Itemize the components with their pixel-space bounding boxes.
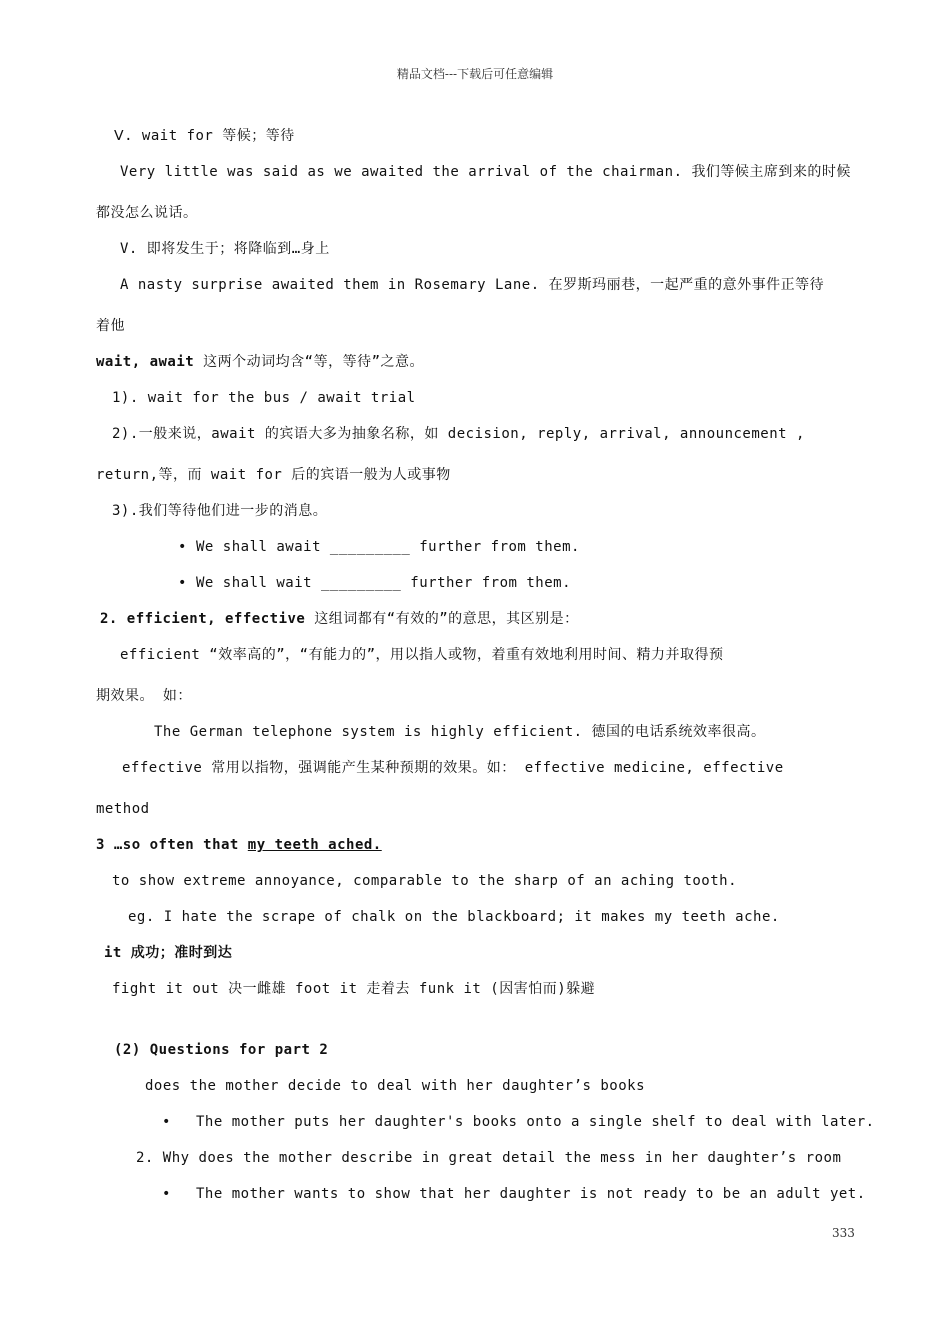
wait-exercise-text: We shall wait _________ further from them. <box>196 575 572 591</box>
line-efficient-effective-heading <box>100 609 579 629</box>
bullet-await-exercise <box>178 537 580 557</box>
line-point-1: 1). wait for the bus / await trial <box>112 390 416 406</box>
answer-2-text: The mother wants to show that her daughter is not ready to be an adult yet. <box>196 1186 866 1202</box>
bullet-icon: • <box>162 1114 171 1130</box>
wait-await-desc: 这两个动词均含“等，等待”之意。 <box>194 354 425 370</box>
bullet-icon: • <box>162 1186 171 1202</box>
bullet-icon: • <box>178 539 187 555</box>
line-question-2: 2. Why does the mother describe in great detail the mess in her daughter’s room <box>136 1150 842 1166</box>
line-point-3: 3).我们等待他们进一步的消息。 <box>112 503 328 519</box>
teeth-ached-phrase: my teeth ached. <box>247 837 382 853</box>
line-wait-await-heading <box>96 352 424 372</box>
line-example-chairman: Very little was said as we awaited the arrival of the chairman. 我们等候主席到来的时候 <box>120 164 851 180</box>
line-example-rosemary-cont: 着他 <box>96 318 125 334</box>
page-number: 333 <box>832 1226 855 1240</box>
line-teeth-ached-example: eg. I hate the scrape of chalk on the blackboard; it makes my teeth ache. <box>128 909 780 925</box>
line-make-it: it 成功；准时到达 <box>104 945 233 961</box>
line-teeth-ached-def: to show extreme annoyance, comparable to the sharp of an aching tooth. <box>112 873 738 889</box>
section-heading-questions: (2) Questions for part 2 <box>114 1042 329 1058</box>
bullet-answer-2 <box>162 1184 866 1204</box>
line-efficient-def: efficient “效率高的”，“有能力的”，用以指人或物，着重有效地利用时间、精力并取得预 <box>120 647 724 663</box>
bullet-answer-1 <box>162 1112 875 1132</box>
line-efficient-example: The German telephone system is highly efficient. 德国的电话系统效率很高。 <box>154 724 766 740</box>
efficient-effective-desc: 这组词都有“有效的”的意思，其区别是： <box>305 611 579 627</box>
line-effective-def: effective 常用以指物，强调能产生某种预期的效果。如： effective medicine, effective <box>122 760 784 776</box>
wait-await-term: wait, await <box>96 354 195 370</box>
page-header: 精品文档---下载后可任意编辑 <box>396 67 554 81</box>
line-example-chairman-cont: 都没怎么说话。 <box>96 205 198 221</box>
efficient-effective-term: 2. efficient, effective <box>100 611 306 627</box>
line-effective-def-cont: method <box>96 801 150 817</box>
line-example-rosemary: A nasty surprise awaited them in Rosemary Lane. 在罗斯玛丽巷，一起严重的意外事件正等待 <box>120 277 825 293</box>
bullet-icon: • <box>178 575 187 591</box>
await-exercise-text: We shall await _________ further from them. <box>196 539 580 555</box>
bullet-wait-exercise <box>178 573 571 593</box>
line-sense-v: V. 即将发生于；将降临到…身上 <box>120 241 330 257</box>
line-point-2-cont: return,等，而 wait for 后的宾语一般为人或事物 <box>96 467 451 483</box>
answer-1-text: The mother puts her daughter's books onto a single shelf to deal with later. <box>196 1114 875 1130</box>
line-point-2: 2).一般来说，await 的宾语大多为抽象名称，如 decision, reply, arrival, announcement , <box>112 426 805 442</box>
line-teeth-ached-heading <box>96 835 382 855</box>
line-efficient-def-cont: 期效果。 如： <box>96 688 192 704</box>
line-it-phrases: fight it out 决一雌雄 foot it 走着去 funk it (因害怕而)躲避 <box>112 981 596 997</box>
line-question-1: does the mother decide to deal with her daughter’s books <box>145 1078 646 1094</box>
so-often-that: 3 …so often that <box>96 837 248 853</box>
line-wait-for: Ⅴ. wait for 等候；等待 <box>114 128 295 144</box>
